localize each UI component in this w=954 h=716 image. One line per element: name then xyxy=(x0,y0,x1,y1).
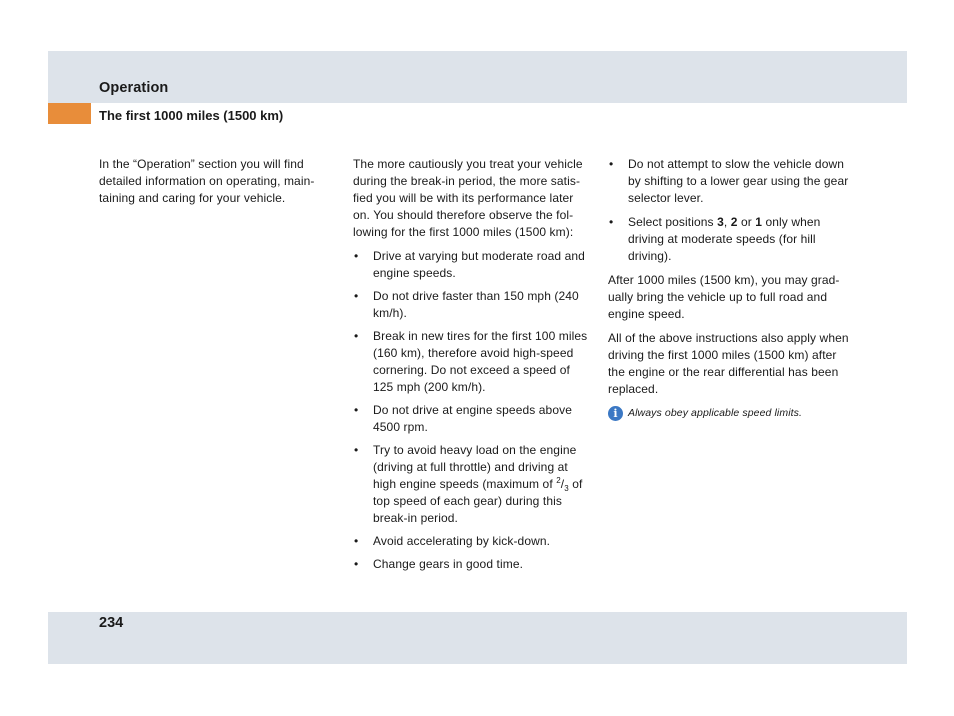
fraction-slash: / xyxy=(560,477,565,491)
list-item-text: or xyxy=(737,215,756,229)
list-item-text: Try to avoid heavy load on the engine (driving at full throttle) and driving at high engine speeds (maximum of xyxy=(373,443,577,491)
column-2 xyxy=(353,156,593,579)
bullet-icon: • xyxy=(354,289,359,303)
list-item xyxy=(353,402,593,436)
bullet-icon: • xyxy=(354,249,359,263)
footer-band xyxy=(48,612,907,664)
column-3 xyxy=(608,156,853,422)
list-item xyxy=(353,533,593,550)
gear-position-3: 3 xyxy=(717,215,724,229)
info-note xyxy=(608,405,853,422)
list-item-text: , xyxy=(723,215,731,229)
column-1 xyxy=(99,156,331,214)
info-icon: i xyxy=(608,406,623,421)
list-item-text: Select positions xyxy=(628,215,718,229)
bullet-icon: • xyxy=(609,157,614,171)
intro-paragraph: In the “Operation” section you will find detailed information on operating, main-taining and caring for your vehicle. xyxy=(99,157,315,205)
break-in-list xyxy=(353,248,593,573)
section-title: Operation xyxy=(99,80,169,96)
bullet-icon: • xyxy=(354,403,359,417)
two-thirds-fraction xyxy=(556,477,569,491)
list-item-text: Break in new tires for the first 100 miles (160 km), therefore avoid high-speed cornering. Do not exceed a speed of 125 mph (200 km/h). xyxy=(373,329,588,394)
list-item-text: Do not attempt to slow the vehicle down by shifting to a lower gear using the gear selector lever. xyxy=(628,157,849,205)
info-note-text: Always obey applicable speed limits. xyxy=(628,407,803,419)
list-item xyxy=(353,442,593,527)
list-item xyxy=(353,556,593,573)
subsection-title: The first 1000 miles (1500 km) xyxy=(99,108,284,123)
gear-position-2: 2 xyxy=(730,215,738,229)
bullet-icon: • xyxy=(354,557,359,571)
bullet-icon: • xyxy=(354,329,359,343)
bullet-icon: • xyxy=(354,443,359,457)
fraction-numerator: 2 xyxy=(556,476,561,485)
replacement-paragraph: All of the above instructions also apply when driving the first 1000 miles (1500 km) after the engine or the rear differential has been replaced. xyxy=(608,331,849,396)
bullet-icon: • xyxy=(609,215,614,229)
bullet-icon: • xyxy=(354,534,359,548)
page-number: 234 xyxy=(99,615,124,631)
list-item-text: Do not drive faster than 150 mph (240 km/h). xyxy=(373,289,579,320)
list-item-text: only when driving at moderate speeds (for hill driving). xyxy=(628,215,821,263)
list-item-text: Do not drive at engine speeds above 4500 rpm. xyxy=(373,403,572,434)
section-marker-tab xyxy=(48,103,91,124)
list-item-text: Avoid accelerating by kick-down. xyxy=(373,534,551,548)
list-item xyxy=(608,156,853,207)
list-item xyxy=(353,328,593,396)
list-item-text: Change gears in good time. xyxy=(373,557,524,571)
list-item xyxy=(608,214,853,265)
list-item-text: of top speed of each gear) during this break-in period. xyxy=(373,477,583,525)
list-item xyxy=(353,288,593,322)
fraction-denominator: 3 xyxy=(564,484,569,493)
list-item-text: Drive at varying but moderate road and engine speeds. xyxy=(373,249,585,280)
gear-position-1: 1 xyxy=(755,215,763,229)
after-break-in-paragraph: After 1000 miles (1500 km), you may grad-ually bring the vehicle up to full road and engine speed. xyxy=(608,273,840,321)
header-band xyxy=(48,51,907,103)
list-item xyxy=(353,248,593,282)
break-in-intro: The more cautiously you treat your vehicle during the break-in period, the more satis-fied you will be with its performance later on. You should therefore observe the fol-lowing for the first 1000 miles (1500 km): xyxy=(353,157,583,239)
gear-list xyxy=(608,156,853,265)
